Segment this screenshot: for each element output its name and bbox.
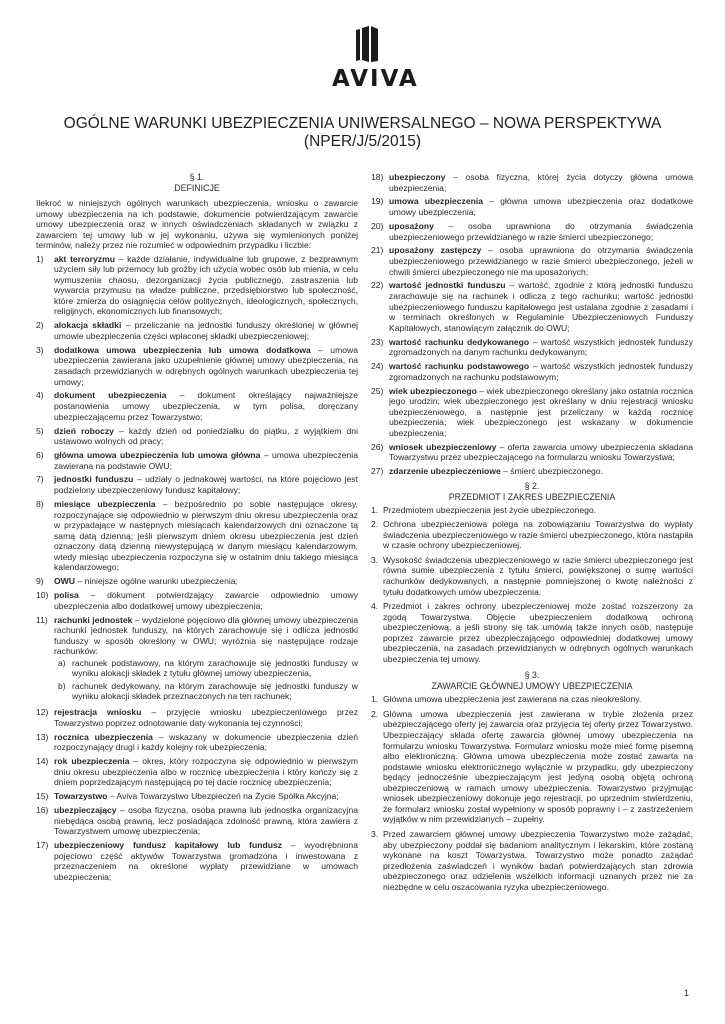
definition-text: – przeliczanie na jednostki funduszy określonej w głównej umowie ubezpieczenia części wpłaconej składki ubezpieczeniowej; (54, 320, 359, 341)
item-text (389, 386, 693, 439)
sub-item-letter: a) (58, 657, 66, 668)
section-name: DEFINICJE (174, 183, 220, 193)
definition-item (36, 590, 358, 611)
defined-term: ubezpieczony (389, 172, 446, 182)
item-number: 20) (371, 220, 384, 231)
defined-term: rocznica ubezpieczenia (54, 731, 153, 742)
definition-item (371, 172, 693, 193)
defined-term: ubezpieczający (54, 805, 117, 816)
definition-text: – wartość wszystkich jednostek funduszy zgromadzonych na danym rachunku dedykowanym; (389, 336, 694, 358)
definition-text: – udziały o jednakowej wartości, na które pojęciowo jest podzielony ubezpieczeniowy fundusz kapitałowy; (54, 474, 358, 496)
definition-item (371, 442, 693, 463)
item-text (54, 426, 358, 447)
definition-item (36, 450, 358, 471)
definition-text: – każdy dzień od poniedziałku do piątku, z wyjątkiem dni ustawowo wolnych od pracy; (54, 425, 358, 447)
item-number: 18) (371, 172, 384, 182)
definition-item (36, 390, 358, 422)
sub-item-letter: b) (58, 680, 66, 691)
paragraph-text: Główna umowa ubezpieczenia jest zawierana na czas nieokreślony. (383, 694, 642, 705)
item-text (54, 474, 358, 495)
definition-item (371, 280, 693, 333)
definitions-list-left (36, 254, 358, 883)
definition-item (371, 466, 693, 477)
paragraph-number: 3. (371, 554, 379, 565)
item-number: 2) (36, 320, 44, 331)
paragraph-text: Przed zawarciem głównej umowy ubezpieczenia Towarzystwo może zażądać, aby ubezpieczony poddał się badaniom analitycznym i lekarskim, które zostaną wykonane na koszt Towarzystwa. Towarzystwo może ponadto zażądać przedłożenia zaświadczeń i wyników badań potwierdzających stan zdrowia ubezpieczonego oraz udzielenia wszelkich informacji uznanych przez nie za niezbędne w celu oszacowania ryzyka ubezpieczeniowego. (383, 828, 693, 892)
item-number: 1) (36, 253, 44, 264)
definition-item (371, 245, 693, 277)
definition-text: – wiek ubezpieczonego określany jako ostatnia rocznica jego urodzin; wiek ubezpieczonego jest określany w dniu rejestracji wniosku ubezpieczeniowego, a następnie jest przeliczany w każdą rocznicę ubezpieczenia; wiek ubezpieczonego jest wskazany w dokumencie ubezpieczenia; (389, 385, 693, 438)
item-text (389, 466, 693, 477)
item-number: 26) (371, 441, 384, 452)
item-number: 6) (36, 449, 44, 460)
item-number: 24) (371, 361, 384, 372)
item-number: 10) (36, 590, 49, 601)
section-1-intro: Ilekroć w niniejszych ogólnych warunkach ubezpieczenia, wniosku o zawarcie umowy ubezpieczenia na ich podstawie, dokumencie potwierdzającym zawarcie umowy ubezpieczenia oraz w innych oświadczeniach składanych w związku z zawarciem tej umowy lub w jej wykonaniu, używa się wymienionych poniżej terminów, należy przez nie rozumieć w odpowiednim przypadku i liczbie: (36, 198, 358, 251)
definition-item (36, 791, 358, 802)
defined-term: uposażony zastępczy (389, 245, 482, 256)
defined-term: rok ubezpieczenia (54, 756, 130, 767)
definition-text: – okres, który rozpoczyna się odpowiednio w pierwszym dniu okresu ubezpieczenia albo w rocznicę ubezpieczenia i który kończy się z dniem poprzedzającym następującą po tej dacie rocznicę ubezpieczenia; (54, 756, 358, 788)
paragraph-text: Przedmiot i zakres ochrony ubezpieczeniowej może zostać rozszerzony za zgodą Towarzystwa. Objęcie ubezpieczeniem dodatkową ochroną ubezpieczeniową, a jeśli strony się tak umówią także innych osób, następuje poprzez zawarcie przez ubezpieczającego odpowiedniej dodatkowej umowy ubezpieczenia, na zasadach przewidzianych w odrębnych ogólnych warunkach ubezpieczenia tej umowy. (383, 601, 693, 664)
item-text (54, 732, 358, 753)
aviva-emblem-icon (347, 26, 387, 64)
definition-text: – każde działanie, indywidualne lub grupowe, z bezprawnym użyciem siły lub przemocy lub groźby ich użycia wobec osób lub mienia, w celu wymuszenia chaosu, dezorganizacji życia publicznego, zastraszenia lub wywarcia przymusu na władze publiczne, przedsiębiorstwo lub społeczność, które zmierza do osiągnięcia celów politycznych, ideologicznych, społecznych, religijnych, ekonomicznych lub finansowych; (54, 253, 358, 317)
title-line-1: OGÓLNE WARUNKI UBEZPIECZENIA UNIWERSALNEGO – NOWA PERSPEKTYWA (63, 115, 662, 132)
defined-term: wartość rachunku dedykowanego (389, 336, 530, 347)
item-text (389, 221, 693, 242)
defined-term: wniosek ubezpieczeniowy (389, 441, 497, 452)
section-number: § 1. (189, 172, 205, 182)
sub-item-text: rachunek dedykowany, na którym zarachowuje się jednostki funduszy w wyniku alokacji składek przeznaczonych na ten rachunek; (72, 680, 358, 702)
defined-term: jednostki funduszu (54, 474, 134, 485)
item-text (389, 196, 693, 217)
definition-text: – wyodrębniona pojęciowo część aktywów Towarzystwa gromadzona i inwestowana z przeznaczeniem na określone wypłaty przewidziane w umowach ubezpieczenia; (54, 840, 358, 882)
definition-text: – wydzielone pojęciowo dla głównej umowy ubezpieczenia rachunki jednostek funduszy, na których zarachowuje się i odlicza jednostki funduszy w sposób określony w OWU; wyróżnia się następujące rodzaje rachunków: (54, 614, 358, 657)
paragraph-number: 1. (371, 504, 379, 515)
item-number: 25) (371, 385, 384, 396)
section-name: ZAWARCIE GŁÓWNEJ UMOWY UBEZPIECZENIA (431, 681, 633, 692)
definition-text: – dokument potwierdzający zawarcie odpowiednio umowy ubezpieczenia albo dodatkowej umowy ubezpieczenia; (54, 590, 358, 611)
paragraph-item (371, 519, 693, 551)
definition-text: – dokument określający najważniejsze postanowienia umowy ubezpieczenia, w tym polisa, doręczany ubezpieczającemu przez Towarzystwo; (54, 390, 359, 422)
definition-item (36, 732, 358, 753)
document-title (0, 115, 725, 151)
paragraph-item (371, 555, 693, 597)
left-column (36, 172, 358, 886)
item-number: 16) (36, 805, 49, 816)
defined-term: dzień roboczy (54, 425, 114, 436)
definition-item (371, 196, 693, 217)
item-text (54, 320, 358, 341)
paragraph-number: 1. (371, 694, 379, 705)
paragraph-text: Przedmiotem ubezpieczenia jest życie ubezpieczonego. (383, 504, 597, 515)
aviva-logo (332, 26, 419, 92)
item-text (54, 345, 358, 387)
paragraph-item (371, 505, 693, 516)
section-2-heading (371, 481, 693, 503)
definition-text: – osoba uprawniona do otrzymania świadczenia ubezpieczeniowego przewidzianego w razie śmierci ubezpieczonego, jeżeli w chwili śmierci ubezpieczonego nie ma uposażonych; (389, 245, 694, 277)
definition-text: – wartość wszystkich jednostek funduszy zgromadzonych na rachunku podstawowym; (389, 361, 693, 382)
definition-item (36, 320, 358, 341)
item-text (389, 361, 693, 382)
definition-text: – przyjęcie wniosku ubezpieczeniowego przez Towarzystwo poprzez odnotowanie daty wykonania tej czynności; (54, 707, 358, 728)
item-number: 17) (36, 840, 49, 851)
defined-term: polisa (54, 590, 79, 601)
paragraph-number: 3. (371, 828, 379, 839)
item-number: 4) (36, 390, 44, 401)
definition-text: – osoba fizyczna, osoba prawna lub jednostka organizacyjna niebędąca osobą prawną, lecz posiadająca zdolność prawną, która zawiera z Towarzystwem umowę ubezpieczenia; (54, 805, 358, 837)
paragraph-item (371, 601, 693, 664)
definition-item (371, 337, 693, 358)
item-text (54, 450, 358, 471)
item-text (54, 390, 358, 422)
section-1-heading (36, 172, 358, 194)
definition-text: – oferta zawarcia umowy ubezpieczenia składana Towarzystwu przez ubezpieczającego na formularzu wniosku Towarzystwa; (389, 441, 693, 463)
item-text (54, 805, 358, 837)
paragraph-text: Główna umowa ubezpieczenia jest zawierana w trybie złożenia przez ubezpieczającego oferty jej zawarcia oraz przyjęcia tej oferty przez Towarzystwo. Ubezpieczający składa ofertę zawarcia głównej umowy ubezpieczenia na formularzu wniosku Towarzystwa. Formularz wniosku może mieć formę pisemną albo elektroniczną. Główna umowa ubezpieczenia może zostać zawarta na podstawie wniosku elektronicznego wyłącznie w przypadku, gdy ubezpieczony będący jednocześnie ubezpieczającym jest jedyną osobą objętą ochroną ubezpieczeniową w ramach umowy ubezpieczenia. Towarzystwo przyjmując wniosek ubezpieczeniowy dokonuje jego rejestracji, po uprzednim stwierdzeniu, że formularz wniosku został wypełniony w sposób poprawny i – z zastrzeżeniem wyjątków w nim przewidzianych – zupełny. (383, 708, 693, 825)
item-text (389, 442, 693, 463)
defined-term: alokacja składki (54, 320, 122, 331)
defined-term: wartość rachunku podstawowego (389, 361, 530, 372)
definition-item (36, 756, 358, 788)
definition-item (36, 576, 358, 587)
paragraph-number: 4. (371, 601, 379, 612)
item-number: 8) (36, 498, 44, 509)
definition-item (36, 805, 358, 837)
paragraph-item (371, 709, 693, 825)
item-text (54, 756, 358, 788)
definition-item (371, 386, 693, 439)
defined-term: główna umowa ubezpieczenia lub umowa główna (54, 449, 261, 460)
item-text (54, 576, 358, 587)
defined-term: wiek ubezpieczonego (389, 385, 477, 396)
definition-item (36, 615, 358, 704)
item-number: 5) (36, 425, 44, 436)
sub-item-text: rachunek podstawowy, na którym zarachowuje się jednostki funduszy w wyniku alokacji składek z tytułu głównej umowy ubezpieczenia, (72, 657, 358, 679)
item-number: 21) (371, 245, 384, 256)
paragraph-item (371, 829, 693, 892)
sub-item (54, 681, 358, 702)
paragraph-item (371, 694, 693, 705)
item-text (389, 337, 693, 358)
item-number: 9) (36, 576, 44, 587)
definition-item (36, 499, 358, 573)
page-number: 1 (684, 988, 690, 998)
definition-text: – Aviva Towarzystwo Ubezpieczeń na Życie Spółka Akcyjna; (107, 791, 339, 802)
definition-item (36, 840, 358, 882)
section-number: § 2. (524, 480, 540, 491)
defined-term: dokument ubezpieczenia (54, 390, 167, 401)
definition-text: – niniejsze ogólne warunki ubezpieczenia; (75, 576, 238, 587)
defined-term: dodatkowa umowa ubezpieczenia lub umowa dodatkowa (54, 344, 311, 355)
item-number: 15) (36, 791, 49, 802)
definition-text: – umowa ubezpieczenia zawierana na podstawie OWU; (54, 449, 358, 471)
definition-item (36, 254, 358, 317)
item-text (54, 615, 358, 704)
definition-item (371, 221, 693, 242)
section-name: PRZEDMIOT I ZAKRES UBEZPIECZENIA (448, 491, 616, 502)
definition-text: – główna umowa ubezpieczenia oraz dodatkowe umowy ubezpieczenia; (389, 196, 693, 218)
defined-term: uposażony (389, 220, 434, 231)
definition-text: – bezpośrednio po sobie następujące okresy, rozpoczynające się odpowiednio w pierwszym dniu okresu ubezpieczenia oraz w przypadające w następnych miesiącach kalendarzowych dni oznaczone tą samą datą dzienną; jeśli pierwszym dniem okresu ubezpieczenia jest dzień oznaczony datą dzienną niewystępującą w danym miesiącu kalendarzowym, wtedy miesiąc ubezpieczenia rozpoczyna się w ostatnim dniu takiego miesiąca kalendarzowego; (54, 498, 358, 573)
paragraph-text: Ochrona ubezpieczeniowa polega na zobowiązaniu Towarzystwa do wypłaty świadczenia ubezpieczeniowego w razie śmierci ubezpieczonego, która nastąpiła w czasie ochrony ubezpieczeniowej. (383, 519, 693, 551)
section-number: § 3. (524, 670, 540, 681)
item-text (389, 280, 693, 333)
right-column (371, 172, 693, 896)
item-number: 11) (36, 614, 48, 625)
section-2-list (371, 505, 693, 665)
defined-term: miesiące ubezpieczenia (54, 498, 156, 509)
definition-text: – wskazany w dokumencie ubezpieczenia dzień rozpoczynający drugi i każdy kolejny rok ubezpieczenia; (54, 731, 358, 753)
item-number: 14) (36, 756, 49, 767)
section-3-list (371, 694, 693, 892)
definition-item (36, 707, 358, 728)
definitions-list-right (371, 172, 693, 477)
defined-term: OWU (54, 576, 76, 587)
defined-term: Towarzystwo (54, 791, 108, 802)
defined-term: rachunki jednostek (54, 614, 133, 625)
definition-item (36, 426, 358, 447)
definition-text: – osoba fizyczna, której życia dotyczy główna umowa ubezpieczenia; (389, 172, 693, 193)
item-number: 13) (36, 731, 49, 742)
item-number: 7) (36, 474, 44, 485)
item-number: 12) (36, 707, 49, 718)
item-text (389, 172, 693, 193)
item-text (54, 840, 358, 882)
paragraph-number: 2. (371, 519, 379, 530)
defined-term: wartość jednostki funduszu (389, 280, 506, 291)
item-number: 22) (371, 280, 384, 291)
definition-item (36, 345, 358, 387)
logo-text: AVIVA (332, 66, 419, 92)
paragraph-text: Wysokość świadczenia ubezpieczeniowego w razie śmierci ubezpieczonego jest równa sumie ubezpieczenia z tytułu śmierci, powiększonej o sumę wartości rachunków dedykowanych, a następnie pomniejszonej o kwotę należności z tytułu dodatkowych umów ubezpieczenia. (383, 554, 693, 597)
definition-text: – umowa ubezpieczenia zawierana jako uzupełnienie głównej umowy ubezpieczenia, na zasadach przewidzianych w odrębnych ogólnych warunkach ubezpieczenia tej umowy; (54, 344, 358, 387)
definition-text: – wartość, zgodnie z którą jednostki funduszu zarachowuje się na rachunek i odlicza z tego rachunku; wartość jednostki ubezpieczeniowego funduszu kapitałowego jest ustalana zgodnie z zasadami i w terminach określonych w Regulaminie Ubezpieczeniowych Funduszy Kapitałowych, stanowiącym załącznik do OWU; (389, 280, 693, 333)
definition-text: – śmierć ubezpieczonego. (500, 466, 603, 477)
definition-item (371, 361, 693, 382)
item-number: 3) (36, 344, 44, 355)
item-text (389, 245, 693, 277)
definition-item (36, 474, 358, 495)
definition-text: – osoba uprawniona do otrzymania świadczenia ubezpieczeniowego przewidzianego w razie śmierci ubezpieczonego; (389, 220, 693, 242)
item-text (54, 254, 358, 317)
defined-term: ubezpieczeniowy fundusz kapitałowy lub fundusz (54, 840, 283, 851)
defined-term: umowa ubezpieczenia (389, 196, 484, 207)
item-text (54, 791, 358, 802)
item-number: 19) (371, 196, 384, 207)
paragraph-number: 2. (371, 708, 379, 719)
defined-term: akt terroryzmu (54, 253, 115, 264)
defined-term: zdarzenie ubezpieczeniowe (389, 466, 501, 477)
item-text (54, 590, 358, 611)
title-line-2: (NPER/J/5/2015) (303, 133, 422, 150)
item-text (54, 499, 358, 573)
defined-term: rejestracja wniosku (54, 707, 142, 718)
section-3-heading (371, 670, 693, 692)
sub-item (54, 658, 358, 679)
item-number: 23) (371, 336, 384, 347)
item-text (54, 707, 358, 728)
item-number: 27) (371, 466, 384, 477)
